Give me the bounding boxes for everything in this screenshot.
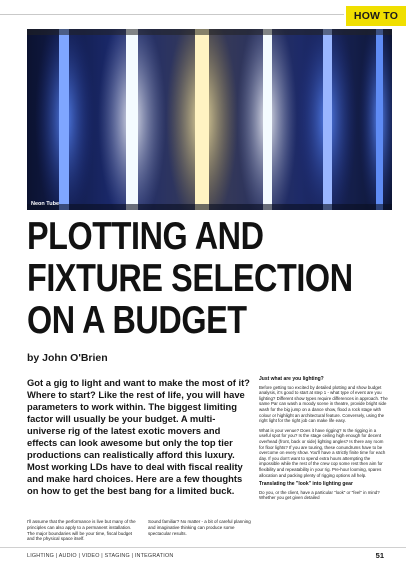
article-title xyxy=(27,216,399,342)
tube-blue-1 xyxy=(59,29,69,210)
section-label: HOW TO xyxy=(346,6,406,26)
tube-white-1 xyxy=(126,29,138,210)
byline: by John O'Brien xyxy=(27,352,108,364)
footer-rule xyxy=(0,547,406,548)
body-column-left: I'll assume that the performance is live but many of the principles can also apply to a permanent installation. The major boundaries will be your time, fiscal budget and the physical space itself. xyxy=(27,519,136,542)
body-column-right xyxy=(259,377,389,505)
header-rule xyxy=(0,14,344,15)
title-line-2: FIXTURE SELECTION xyxy=(27,257,353,300)
standfirst: Got a gig to light and want to make the most of it? Where to start? Like the rest of life, you will have parameters to work within. The biggest limiting factor will usually be your budget. A multi-universe rig of the latest exotic movers and effects can look awesome but only the top tier productions can realistically afford this luxury. Most working LDs have to deal with fiscal reality and make hard choices. Here are a few thoughts on how to get the best bang for a limited buck. xyxy=(27,377,250,496)
tube-warm xyxy=(195,29,209,210)
tube-blue-3 xyxy=(376,29,383,210)
page-number: 51 xyxy=(375,551,384,560)
subheading-translating-look: Translating the "look" into lighting gear xyxy=(259,481,353,488)
neon-tube-photo xyxy=(27,29,392,210)
photo-caption: Neon Tube xyxy=(31,201,60,207)
paragraph-venue: What is your venue? Does it have rigging? Is the rigging in a useful spot for you? Is the stage ceiling high enough for decent overhead (front, back or side) lighting angles? Is there any room for floor lights? If you are touring, these conundrums have to be overcome on every show. You'll have a strictly finite time for each day. If you don't want to spend extra hours attempting the impossible while the rest of the crew cop some rest then aim for flexibility and repeatability in your rig. Pre-hour looming, spares allocation and packing plenty of rigging options all help. xyxy=(259,427,386,478)
paragraph-look: Do you, or the client, have a particular "look" or "feel" in mind? Whether you get given detailed xyxy=(259,489,380,501)
neon-tube-illustration xyxy=(27,29,392,210)
page-header xyxy=(0,0,406,26)
subheading-what-lighting: Just what are you lighting? xyxy=(259,376,324,382)
title-line-3: ON A BUDGET xyxy=(27,299,247,342)
tube-white-2 xyxy=(263,29,272,210)
footer-nav: LIGHTING | AUDIO | VIDEO | STAGING | INTEGRATION xyxy=(27,553,174,559)
tube-blue-2 xyxy=(323,29,332,210)
paragraph-event-type: Before getting too excited by detailed plotting and show budget analysis, it's good to start at step 1 - what type of event are you lighting? Different show types require differences in approach. The same Par can wash a moody scene in theatre, provide bright side wash for the big jump on a dance show, flood a rock stage with colour or highlight an architectural feature. Conversely, using the right light for the right job can make life easy. xyxy=(259,384,388,424)
title-line-1: PLOTTING AND xyxy=(27,215,264,258)
body-column-middle: Sound familiar? No matter - a bit of careful planning and imaginative thinking can produce some spectacular results. xyxy=(148,519,251,536)
